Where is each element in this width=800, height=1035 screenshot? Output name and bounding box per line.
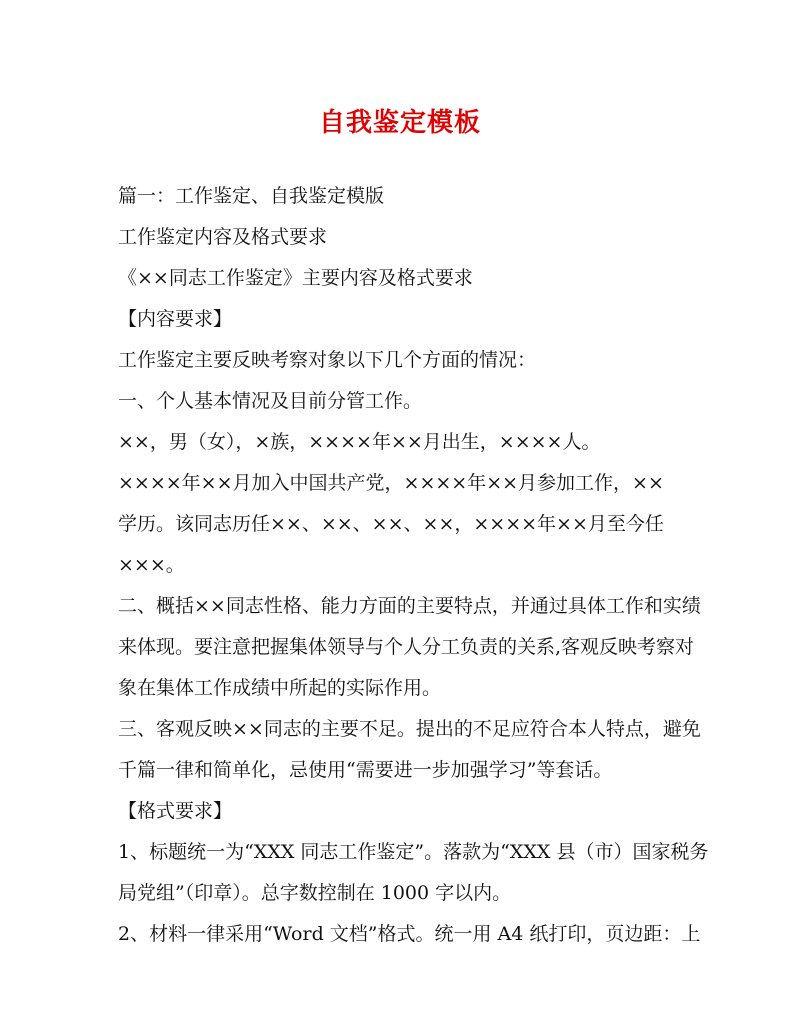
text-line: 学历。该同志历任××、××、××、××，××××年××月至今任: [118, 513, 664, 535]
text-line: ××，男（女），×族，××××年××月出生，××××人。: [118, 431, 601, 453]
text-line: 工作鉴定主要反映考察对象以下几个方面的情况：: [118, 349, 537, 371]
text-line: 局党组”（印章）。总字数控制在 1000 字以内。: [118, 882, 512, 904]
text-line: 象在集体工作成绩中所起的实际作用。: [118, 677, 442, 699]
text-line: 2、材料一律采用“Word 文档”格式。统一用 A4 纸打印，页边距：上: [118, 923, 701, 945]
text-line: ××××年××月加入中国共产党，××××年××月参加工作，××: [118, 472, 664, 494]
text-line: 1、标题统一为“XXX 同志工作鉴定”。落款为“XXX 县（市）国家税务: [118, 841, 709, 863]
text-line: 二、概括××同志性格、能力方面的主要特点，并通过具体工作和实绩: [118, 595, 701, 617]
text-line: 一、个人基本情况及目前分管工作。: [118, 390, 423, 412]
text-line: 三、客观反映××同志的主要不足。提出的不足应符合本人特点，避免: [118, 718, 701, 740]
text-line: 千篇一律和简单化，忌使用“需要进一步加强学习”等套话。: [118, 759, 613, 781]
text-line: 工作鉴定内容及格式要求: [118, 226, 328, 248]
text-line: ×××。: [118, 554, 185, 576]
section-heading: 篇一：工作鉴定、自我鉴定模版: [118, 185, 385, 207]
subsection-heading: 【内容要求】: [118, 308, 233, 330]
text-line: 来体现。要注意把握集体领导与个人分工负责的关系,客观反映考察对: [118, 636, 695, 658]
subsection-heading: 【格式要求】: [118, 800, 233, 822]
document-title: 自我鉴定模板: [318, 108, 481, 138]
text-line: 《××同志工作鉴定》主要内容及格式要求: [118, 267, 473, 289]
document-body: [118, 176, 709, 955]
